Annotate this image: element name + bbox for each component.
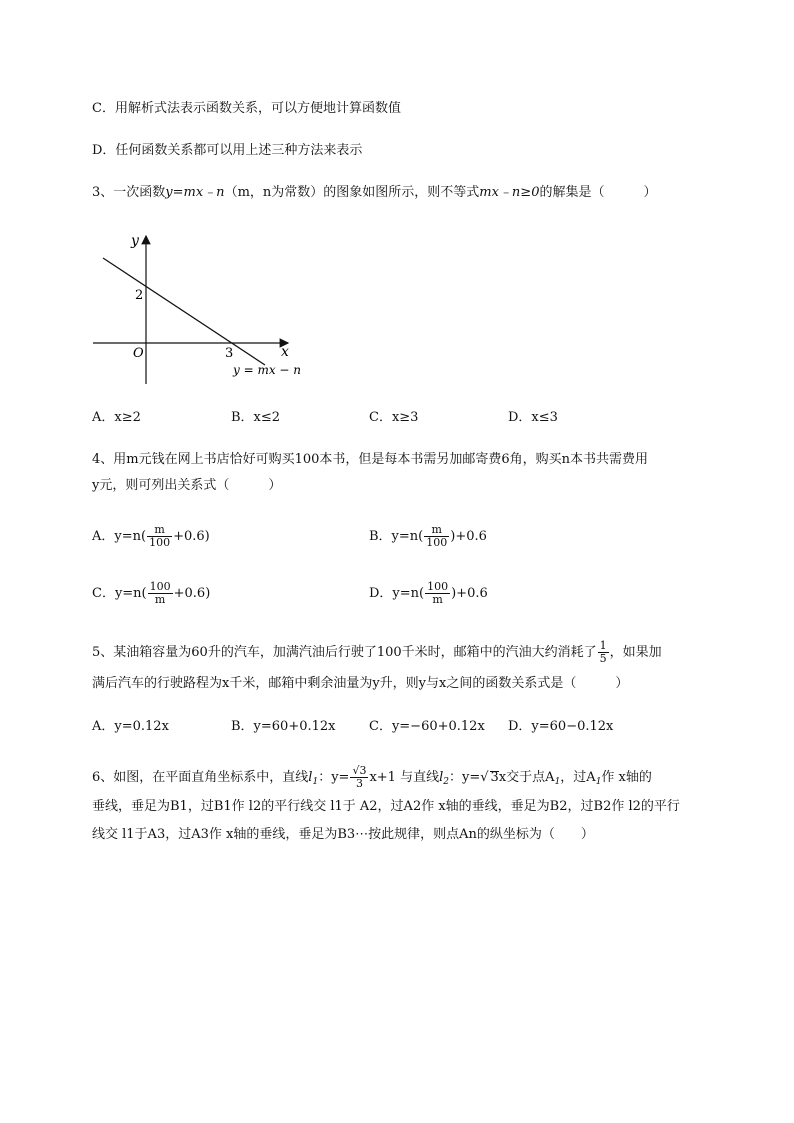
q3-suffix: 的解集是（ ） (539, 185, 657, 200)
q4-option-b[interactable]: B．y=n( $\frac{m}{100}$ )+0.6 (369, 523, 487, 549)
q5-option-a[interactable]: A．y=0.12x (92, 719, 169, 734)
fraction: $\frac{100}{m}$ (149, 580, 171, 606)
q3-prefix: 3、一次函数 (92, 185, 166, 200)
q3-option-a[interactable]: A．x≥2 (92, 410, 141, 425)
fraction: $\frac{100}{m}$ (427, 580, 449, 606)
q3-graph (88, 228, 308, 388)
option-d-prev: D．任何函数关系都可以用上述三种方法来表示 (92, 143, 363, 158)
q3-mid: （m，n为常数）的图象如图所示，则不等式 (224, 185, 480, 200)
y-intercept-label: 2 (135, 288, 144, 303)
q6-line3: 线交 l1于A3，过A3作 x轴的垂线，垂足为B3⋯按此规律，则点An的纵坐标为（ ） (92, 827, 594, 842)
q3-ineq: mx﹣n≥0 (479, 185, 540, 200)
x-intercept-label: 3 (225, 346, 234, 361)
q4-option-c[interactable]: C．y=n( $\frac{100}{m}$ +0.6) (92, 580, 211, 606)
option-c-prev: C．用解析式法表示函数关系，可以方便地计算函数值 (92, 101, 401, 116)
graph-line (103, 258, 265, 365)
q4-option-a[interactable]: A．y=n( $\frac{m}{100}$ +0.6) (92, 523, 210, 549)
q4-option-d[interactable]: D．y=n( $\frac{100}{m}$ )+0.6 (369, 580, 488, 606)
q5-option-b[interactable]: B．y=60+0.12x (231, 719, 336, 734)
q4-line2: y元，则可列出关系式（ ） (92, 478, 282, 493)
q4-line1: 4、用m元钱在网上书店恰好可购买100本书，但是每本书需另加邮寄费6角，购买n本书共需费用 (92, 452, 649, 467)
q5-line2: 满后汽车的行驶路程为x千米，邮箱中剩余油量为y升，则y与x之间的函数关系式是（ ） (92, 676, 629, 691)
line-equation-label: y = mx − n (233, 363, 302, 377)
q3-option-d[interactable]: D．x≤3 (508, 410, 558, 425)
q6-line1: 6、如图，在平面直角坐标系中，直线$l_1$：y= $\frac{√3}{3}$ x+1 与直线$l_2$：y=√ 3x交于点$A_1$，过$A_1$作 x轴的 (92, 764, 652, 790)
q5-line1: 5、某油箱容量为60升的汽车，加满汽油后行驶了100千米时，邮箱中的汽油大约消耗了 $\frac{1}{5}$ ，如果加 (92, 639, 662, 665)
q5-option-c[interactable]: C．y=−60+0.12x (369, 719, 485, 734)
q3-option-b[interactable]: B．x≤2 (231, 410, 281, 425)
fraction: $\frac{m}{100}$ (149, 523, 171, 549)
q3-option-c[interactable]: C．x≥3 (369, 410, 419, 425)
fraction: $\frac{√3}{3}$ (352, 764, 367, 790)
x-axis-label: x (281, 344, 289, 360)
fraction: $\frac{1}{5}$ (599, 639, 607, 665)
q6-line2: 垂线，垂足为B1，过B1作 l2的平行线交 l1于 A2，过A2作 x轴的垂线，垂足为B2，过B2作 l2的平行 (92, 799, 680, 814)
q3-expr: y=mx﹣n (165, 185, 225, 200)
q3-stem (92, 183, 656, 203)
q5-option-d[interactable]: D．y=60−0.12x (508, 719, 614, 734)
origin-label: O (133, 346, 144, 361)
fraction: $\frac{m}{100}$ (426, 523, 448, 549)
y-axis-label: y (131, 233, 139, 249)
